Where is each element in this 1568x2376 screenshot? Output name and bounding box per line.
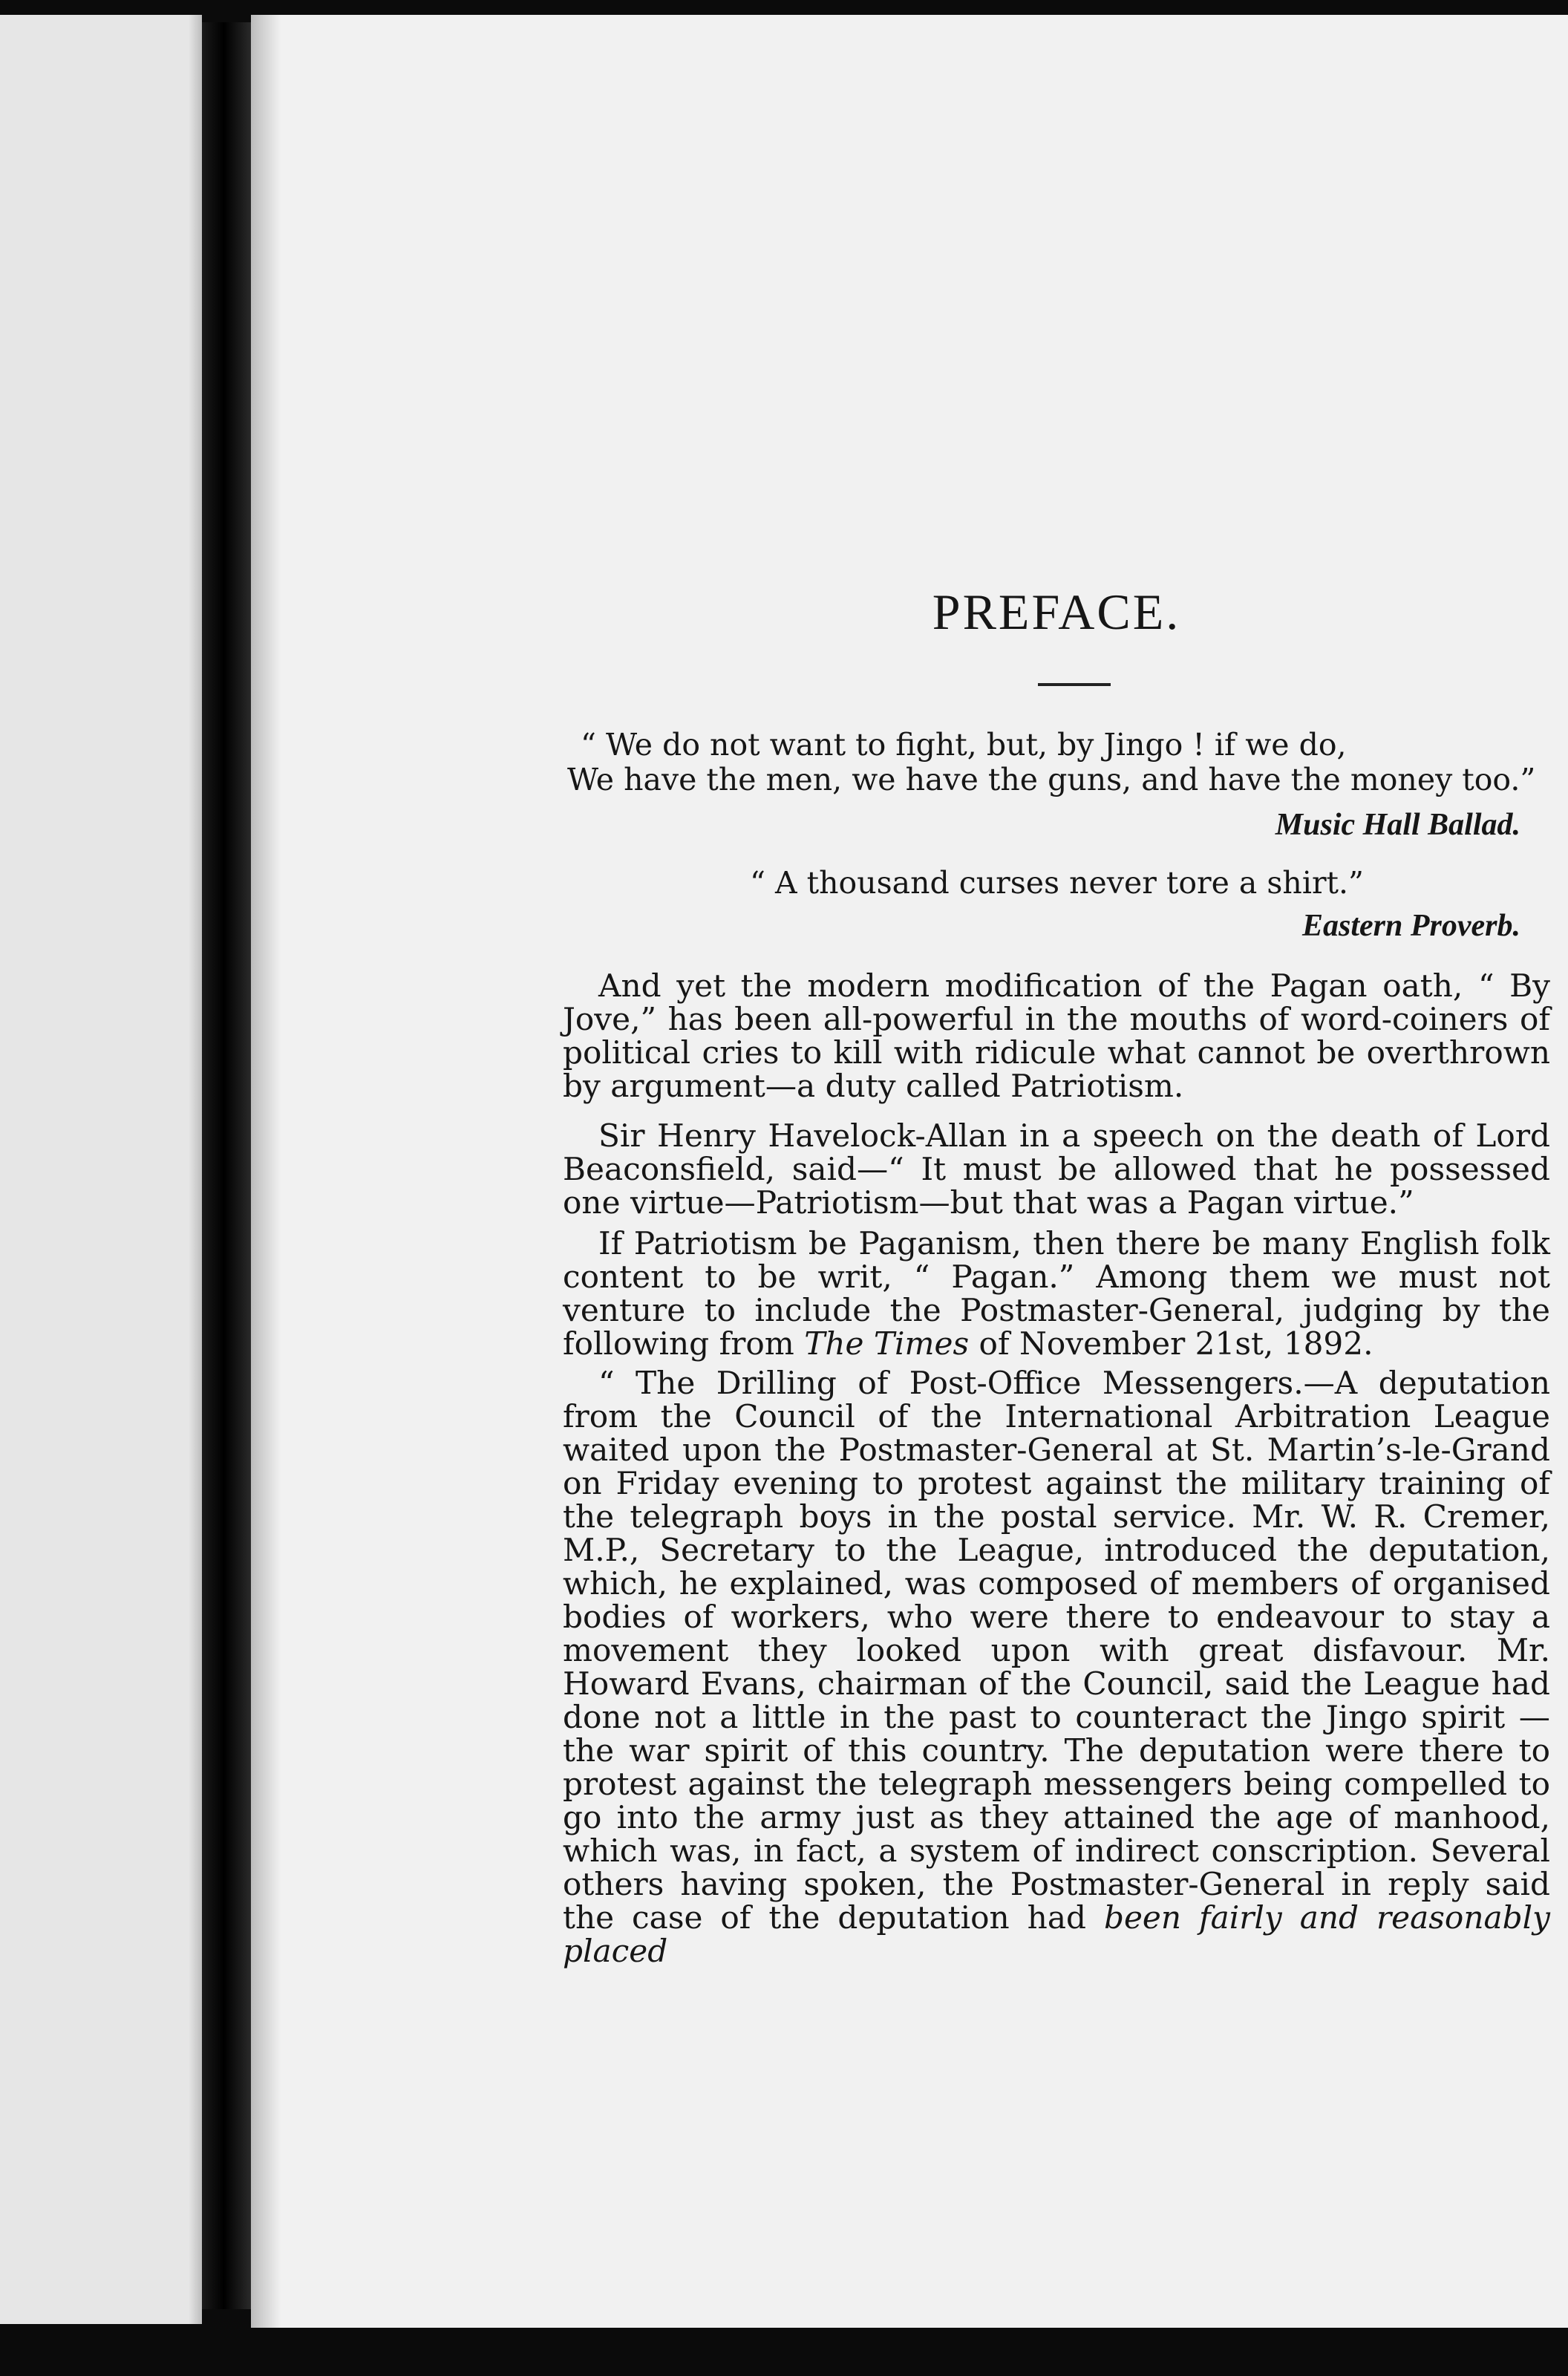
epigraph-attribution: Music Hall Ballad. xyxy=(1275,808,1520,842)
paragraph-text: Sir Henry Havelock-Allan in a speech on the death of Lord Beaconsfield, said—“ It must be allowed that he possessed one virtue—Patriotism—but that was a Pagan virtue.” xyxy=(563,1117,1550,1221)
epigraph-line: “ We do not want to fight, but, by Jingo ! if we do, xyxy=(581,727,1347,763)
epigraph-attribution: Eastern Proverb. xyxy=(1302,909,1520,943)
epigraph-line: We have the men, we have the guns, and have the money too.” xyxy=(567,762,1536,797)
paragraph-text: If Patriotism be Paganism, then there be many English folk content to be writ, “ Pagan.” Among them we must not venture to include the Postmaster-General, judging by the following from xyxy=(563,1225,1550,1362)
title-rule xyxy=(1038,683,1111,686)
epigraph-line: “ A thousand curses never tore a shirt.” xyxy=(750,865,1365,901)
page-title: PREFACE. xyxy=(932,584,1181,640)
gutter-shadow xyxy=(251,15,281,2328)
italic-phrase: been fairly and reasonably placed xyxy=(563,1899,1550,1969)
facing-page-edge xyxy=(0,15,202,2324)
body-paragraph xyxy=(563,969,1550,1103)
paragraph-text: “ The Drilling of Post-Office Messengers.—A deputation from the Council of the International Arbitration League waited upon the Postmaster-General at St. Martin’s-le-Grand on Friday evening to protest against the military training of the telegraph boys in the postal service. Mr. W. R. Cremer, M.P., Secretary to the League, introduced the deputation, which, he explained, was composed of members of organised bodies of workers, who were there to endeavour to stay a movement they looked upon with great disfavour. Mr. Howard Evans, chairman of the Council, said the League had done not a little in the past to counteract the Jingo spirit —the war spirit of this country. The deputation were there to protest against the telegraph messengers being compelled to go into the army just as they attained the age of manhood, which was, in fact, a system of indirect conscription. Several others having spoken, the Postmaster-General in reply said the case of the deputation had xyxy=(563,1365,1550,1936)
page-edge-shadow xyxy=(189,15,202,2324)
body-paragraph xyxy=(563,1227,1550,1360)
body-paragraph xyxy=(563,1119,1550,1219)
paragraph-text: of November 21st, 1892. xyxy=(969,1325,1373,1362)
book-gutter xyxy=(202,22,251,2309)
body-paragraph xyxy=(563,1366,1550,1968)
newspaper-title: The Times xyxy=(804,1325,970,1362)
paragraph-text: And yet the modern modification of the Pagan oath, “ By Jove,” has been all-powerful in the mouths of word-coiners of political cries to kill with ridicule what cannot be overthrown by argument—a duty called Patriotism. xyxy=(563,967,1550,1104)
preface-page xyxy=(251,15,1568,2328)
